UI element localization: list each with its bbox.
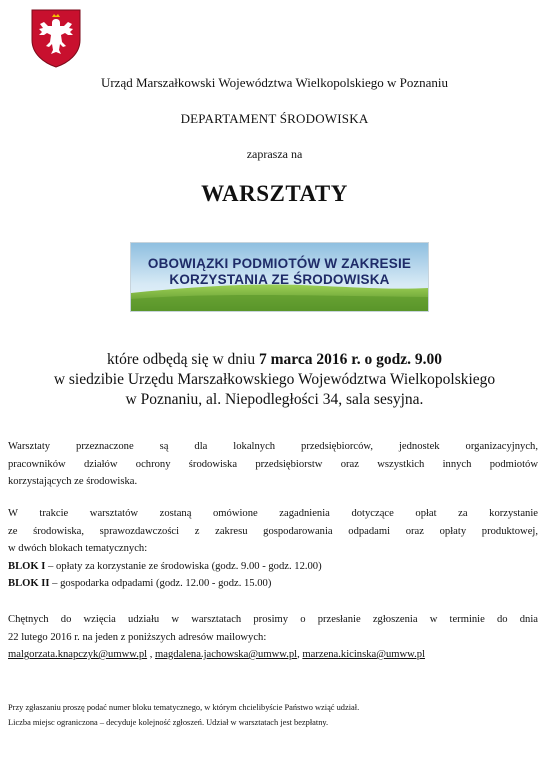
email-list <box>8 646 538 664</box>
email-separator: , <box>147 649 156 660</box>
page-title: WARSZTATY <box>201 181 348 206</box>
event-details <box>0 350 549 410</box>
event-date-prefix: które odbędą się w dniu <box>107 351 259 368</box>
banner-line-1: OBOWIĄZKI PODMIOTÓW W ZAKRESIE <box>147 256 412 271</box>
paragraph-line: w dwóch blokach tematycznych: <box>8 543 148 554</box>
invites-text: zaprasza na <box>246 147 303 161</box>
block-2-label: BLOK II <box>8 578 50 589</box>
paragraph-line: korzystających ze środowiska. <box>8 476 138 487</box>
paragraph-registration <box>8 611 538 664</box>
paragraph-line: ze środowiska, sprawozdawczości z zakresu gospodarowania odpadami oraz opłaty produktowej, <box>8 525 538 537</box>
paragraph-audience <box>8 438 538 491</box>
paragraph-line: Warsztaty przeznaczone są dla lokalnych przedsiębiorców, jednostek organizacyjnych, <box>8 441 538 452</box>
block-1-line <box>8 558 538 576</box>
email-link-3[interactable]: marzena.kicinska@umww.pl <box>302 649 426 660</box>
email-link-1[interactable]: malgorzata.knapczyk@umww.pl <box>8 649 148 660</box>
department-name: DEPARTAMENT ŚRODOWISKA <box>180 111 369 126</box>
email-link-2[interactable]: magdalena.jachowska@umww.pl <box>155 649 298 660</box>
paragraph-line: 22 lutego 2016 r. na jeden z poniższych adresów mailowych: <box>8 631 267 643</box>
paragraph-line: pracowników działów ochrony środowiska przedsiębiorstw oraz wszystkich innych podmiotów <box>8 458 538 470</box>
block-2-line <box>8 575 538 593</box>
footer-notes <box>8 700 538 730</box>
event-date-line <box>0 350 549 370</box>
email-separator: , <box>297 649 303 660</box>
workshop-banner <box>131 243 428 311</box>
event-venue-line: w siedzibie Urzędu Marszałkowskiego Województwa Wielkopolskiego <box>53 371 496 388</box>
footer-line-2: Liczba miejsc ograniczona – decyduje kolejność zgłoszeń. Udział w warsztatach jest bezpłatny. <box>8 718 329 727</box>
block-1-text: – opłaty za korzystanie ze środowiska (godz. 9.00 - godz. 12.00) <box>45 560 322 572</box>
paragraph-line: W trakcie warsztatów zostaną omówione zagadnienia dotyczące opłat za korzystanie <box>8 508 538 519</box>
office-name: Urząd Marszałkowski Województwa Wielkopolskiego w Poznaniu <box>100 75 449 90</box>
coat-of-arms-logo <box>30 8 82 68</box>
event-address-line: w Poznaniu, al. Niepodległości 34, sala sesyjna. <box>125 391 424 408</box>
paragraph-line: Chętnych do wzięcia udziału w warsztatach prosimy o przesłanie zgłoszenia w terminie do dnia <box>8 614 538 625</box>
paragraph-topics <box>8 505 538 593</box>
event-date: 7 marca 2016 r. o godz. 9.00 <box>258 351 442 368</box>
banner-line-2: KORZYSTANIA ZE ŚRODOWISKA <box>169 272 390 287</box>
footer-line-1: Przy zgłaszaniu proszę podać numer bloku tematycznego, w którym chcielibyście Państwo wziąć udział. <box>8 703 360 712</box>
block-2-text: – gospodarka odpadami (godz. 12.00 - godz. 15.00) <box>49 578 272 589</box>
block-1-label: BLOK I <box>8 560 46 572</box>
